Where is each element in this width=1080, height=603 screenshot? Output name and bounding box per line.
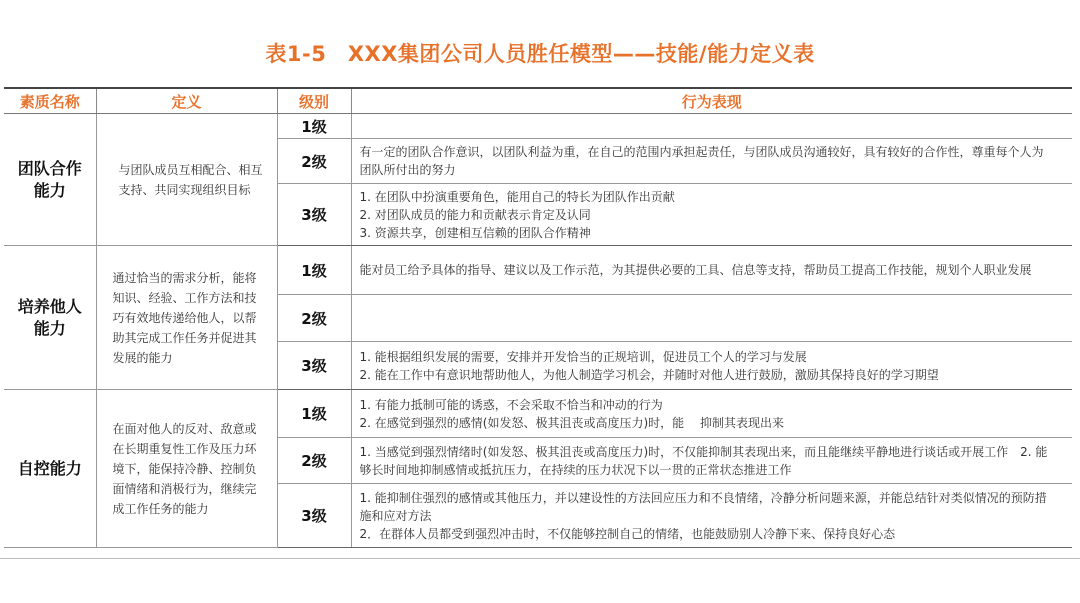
table-header-row xyxy=(4,88,1072,114)
competency-definition: 通过恰当的需求分析，能将知识、经验、工作方法和技巧有效地传递给他人，以帮助其完成工作任务并促进其发展的能力 xyxy=(96,246,277,390)
behavior-cell xyxy=(351,390,1072,438)
behavior-cell xyxy=(351,438,1072,484)
competency-name xyxy=(4,114,96,246)
behavior-line: 1. 能根据组织发展的需要，安排并开发恰当的正规培训，促进员工个人的学习与发展 xyxy=(359,349,807,364)
competency-name xyxy=(4,246,96,390)
competency-name-line: 团队合作 xyxy=(17,158,82,178)
behavior-line: 1. 有能力抵制可能的诱惑，不会采取不恰当和冲动的行为 xyxy=(359,397,663,412)
behavior-cell xyxy=(351,114,1072,139)
table-row xyxy=(4,246,1072,295)
competency-name-line: 能力 xyxy=(33,180,66,200)
behavior-line: 2. 对团队成员的能力和贡献表示肯定及认同 xyxy=(359,207,591,222)
competency-name-line: 自控能力 xyxy=(17,458,82,478)
level-label: 2级 xyxy=(277,139,351,184)
page-divider xyxy=(0,558,1080,559)
behavior-line: 2. 能在工作中有意识地帮助他人，为他人制造学习机会，并随时对他人进行鼓励，激励其保持良好的学习期望 xyxy=(359,367,939,382)
competency-name-line: 能力 xyxy=(33,318,66,338)
behavior-cell xyxy=(351,484,1072,548)
behavior-cell xyxy=(351,139,1072,184)
header-name: 素质名称 xyxy=(4,88,96,114)
competency-definition: 在面对他人的反对、敌意或在长期重复性工作及压力环境下，能保持冷静、控制负面情绪和消极行为，继续完成工作任务的能力 xyxy=(96,390,277,548)
behavior-line: 有一定的团队合作意识，以团队利益为重，在自己的范围内承担起责任，与团队成员沟通较好，具有较好的合作性，尊重每个人为团队所付出的努力 xyxy=(359,145,1044,177)
behavior-line: 1. 在团队中扮演重要角色，能用自己的特长为团队作出贡献 xyxy=(359,189,675,204)
page-title: 表1-5 XXX集团公司人员胜任模型——技能/能力定义表 xyxy=(265,42,815,66)
header-definition: 定义 xyxy=(96,88,277,114)
competency-name xyxy=(4,390,96,548)
behavior-cell xyxy=(351,184,1072,246)
competency-name-line: 培养他人 xyxy=(17,296,82,316)
behavior-line: 2. 在感觉到强烈的感情(如发怒、极其沮丧或高度压力)时，能 抑制其表现出来 xyxy=(359,415,784,430)
behavior-cell xyxy=(351,342,1072,390)
behavior-cell xyxy=(351,246,1072,295)
competency-table xyxy=(4,87,1072,548)
behavior-line: 1. 能抑制住强烈的感情或其他压力，并以建设性的方法回应压力和不良情绪，冷静分析问题来源，并能总结针对类似情况的预防措施和应对方法 xyxy=(359,490,1047,523)
level-label: 2级 xyxy=(277,438,351,484)
level-label: 3级 xyxy=(277,184,351,246)
level-label: 1级 xyxy=(277,246,351,295)
table-row xyxy=(4,390,1072,438)
level-label: 1级 xyxy=(277,390,351,438)
behavior-line: 3. 资源共享，创建相互信赖的团队合作精神 xyxy=(359,225,591,240)
level-label: 3级 xyxy=(277,484,351,548)
header-level: 级别 xyxy=(277,88,351,114)
behavior-line: 2．在群体人员都受到强烈冲击时，不仅能够控制自己的情绪，也能鼓励别人冷静下来、保持良好心态 xyxy=(359,526,896,541)
header-behavior: 行为表现 xyxy=(351,88,1072,114)
level-label: 3级 xyxy=(277,342,351,390)
level-label: 2级 xyxy=(277,295,351,342)
level-label: 1级 xyxy=(277,114,351,139)
behavior-cell xyxy=(351,295,1072,342)
behavior-line: 1. 当感觉到强烈情绪时(如发怒、极其沮丧或高度压力)时，不仅能抑制其表现出来，而且能继续平静地进行谈话或开展工作 2. 能够长时间地抑制感情或抵抗压力，在持续的压力状况下以一贯的正常状态推进工作 xyxy=(359,444,1048,477)
table-row xyxy=(4,114,1072,139)
competency-definition: 与团队成员互相配合、相互支持、共同实现组织目标 xyxy=(96,114,277,246)
behavior-line: 能对员工给予具体的指导、建议以及工作示范，为其提供必要的工具、信息等支持，帮助员工提高工作技能，规划个人职业发展 xyxy=(359,263,1032,277)
